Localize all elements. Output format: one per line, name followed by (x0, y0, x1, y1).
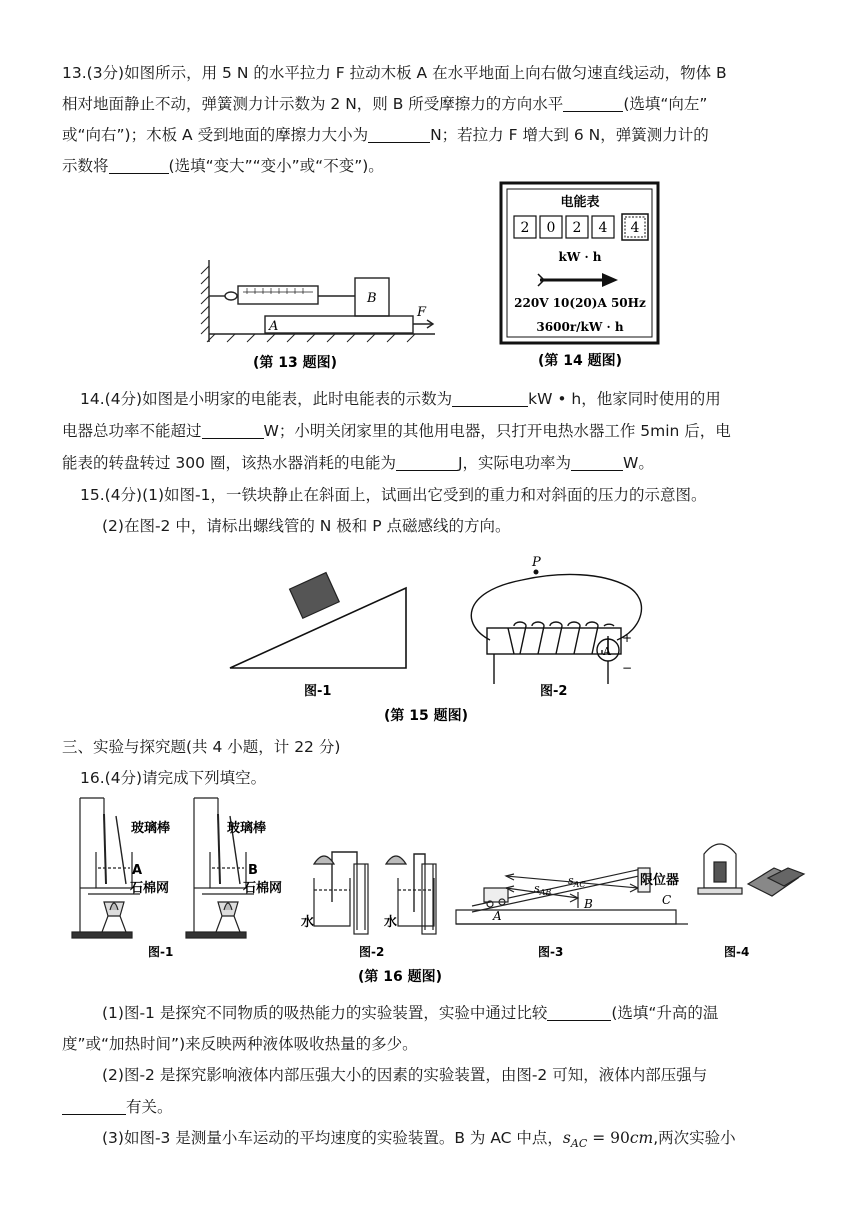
q13-line3: 或“向右”)；木板 A 受到地面的摩擦力大小为 N；若拉力 F 增大到 6 N，弹簧测力计的 (62, 126, 709, 144)
s-AC-label: $s_{AC}$ (568, 874, 586, 889)
s-AB-label: $s_{AB}$ (534, 882, 552, 897)
meter-digit: 0 (546, 220, 556, 236)
meter-unit: kW · h (558, 250, 602, 264)
block-B-label: B (367, 291, 377, 306)
point-P-dot (534, 570, 539, 575)
meter-digit: 2 (520, 220, 530, 236)
board-A-label: A (269, 319, 279, 334)
ammeter-label: A (603, 645, 611, 658)
meter-rating: 220V 10(20)A 50Hz (514, 296, 646, 310)
answer-blank[interactable] (547, 1004, 611, 1021)
answer-blank[interactable] (368, 126, 430, 143)
liquid-A-label: A (132, 863, 143, 878)
rotation-arrow-icon (538, 273, 618, 287)
q16-figure (68, 792, 808, 990)
plus-terminal: + (622, 631, 633, 645)
minus-terminal: − (622, 661, 633, 675)
answer-blank[interactable] (396, 454, 458, 471)
water-label-2: 水 (384, 915, 398, 930)
fig1-label: 图-1 (148, 945, 174, 959)
liquid-B-label: B (248, 863, 258, 878)
fig1-label: 图-1 (304, 684, 332, 699)
q16-part1-line2: 度”或“加热时间”)来反映两种液体吸收热量的多少。 (62, 1035, 418, 1053)
fig3-label: 图-3 (538, 945, 564, 959)
section-3-title: 三、实验与探究题(共 4 小题，计 22 分) (62, 738, 341, 756)
q16-intro: 16.(4分)请完成下列填空。 (80, 769, 267, 787)
solenoid (471, 574, 641, 684)
water-label-1: 水 (301, 915, 315, 930)
q13-line2: 相对地面静止不动，弹簧测力计示数为 2 N，则 B 所受摩擦力的方向水平 (选填“向左” (62, 95, 708, 113)
q14-line2: 电器总功率不能超过 W；小明关闭家里的其他用电器，只打开电热水器工作 5min 后，电 (62, 422, 731, 440)
point-B-label: B (584, 897, 593, 911)
glass-rod-label-1: 玻璃棒 (131, 821, 171, 836)
q14-fig-caption: (第 14 题图) (537, 353, 623, 369)
meter-decimal-digit: 4 (630, 220, 640, 236)
q15-line2: (2)在图-2 中，请标出螺线管的 N 极和 P 点磁感线的方向。 (102, 517, 511, 535)
meter-title: 电能表 (560, 195, 600, 210)
q13-line4: 示数将 (选填“变大”“变小”或“不变”)。 (62, 157, 384, 175)
fig2-label: 图-2 (359, 945, 385, 959)
answer-blank[interactable] (109, 157, 169, 174)
fig2-label: 图-2 (540, 684, 568, 699)
answer-blank[interactable] (571, 454, 623, 471)
q16-part2-line1: (2)图-2 是探究影响液体内部压强大小的因素的实验装置，由图-2 可知，液体内部压强与 (102, 1066, 708, 1084)
iron-block (290, 573, 340, 619)
q15-fig-caption: (第 15 题图) (384, 708, 469, 724)
force-F-label: F (417, 305, 427, 320)
fig4-label: 图-4 (724, 945, 750, 959)
answer-blank[interactable] (452, 390, 528, 407)
glass-rod-label-2: 玻璃棒 (227, 821, 267, 836)
q16-part1-line1: (1)图-1 是探究不同物质的吸热能力的实验装置，实验中通过比较 (选填“升高的温 (102, 1004, 719, 1022)
answer-blank[interactable] (62, 1098, 126, 1115)
meter-digit: 2 (572, 220, 582, 236)
answer-blank[interactable] (202, 422, 264, 439)
meter-digit: 4 (598, 220, 608, 236)
q15-line1: 15.(4分)(1)如图-1，一铁块静止在斜面上，试画出它受到的重力和对斜面的压力的示意图。 (80, 486, 707, 504)
q13-line1: 13.(3分)如图所示，用 5 N 的水平拉力 F 拉动木板 A 在水平地面上向右做匀速直线运动，物体 B (62, 64, 727, 82)
q15-figure (222, 538, 652, 730)
q16-part3-line1: (3)如图-3 是测量小车运动的平均速度的实验装置。B 为 AC 中点，$s_{AC} = 90cm$,两次实验小 (102, 1129, 736, 1151)
meter-digits (514, 214, 648, 240)
asbestos-gauze-label-1: 石棉网 (130, 881, 170, 896)
point-C-label: C (662, 893, 672, 907)
q13-fig-caption: (第 13 题图) (253, 355, 338, 371)
q14-figure (498, 180, 668, 375)
asbestos-gauze-label-2: 石棉网 (243, 881, 283, 896)
meter-revolutions: 3600r/kW · h (536, 320, 624, 334)
q16-fig-caption: (第 16 题图) (358, 969, 443, 985)
point-A-label: A (493, 909, 502, 923)
q16-part2-line2: 有关。 (62, 1097, 173, 1117)
q13-figure (195, 250, 445, 380)
answer-blank[interactable] (563, 95, 623, 112)
point-P-label: P (532, 555, 541, 570)
q14-line3: 能表的转盘转过 300 圈，该热水器消耗的电能为 J，实际电功率为 W。 (62, 454, 654, 472)
q14-line1: 14.(4分)如图是小明家的电能表，此时电能表的示数为 kW • h，他家同时使用的用 (80, 390, 721, 408)
stopper-label: 限位器 (640, 873, 680, 888)
